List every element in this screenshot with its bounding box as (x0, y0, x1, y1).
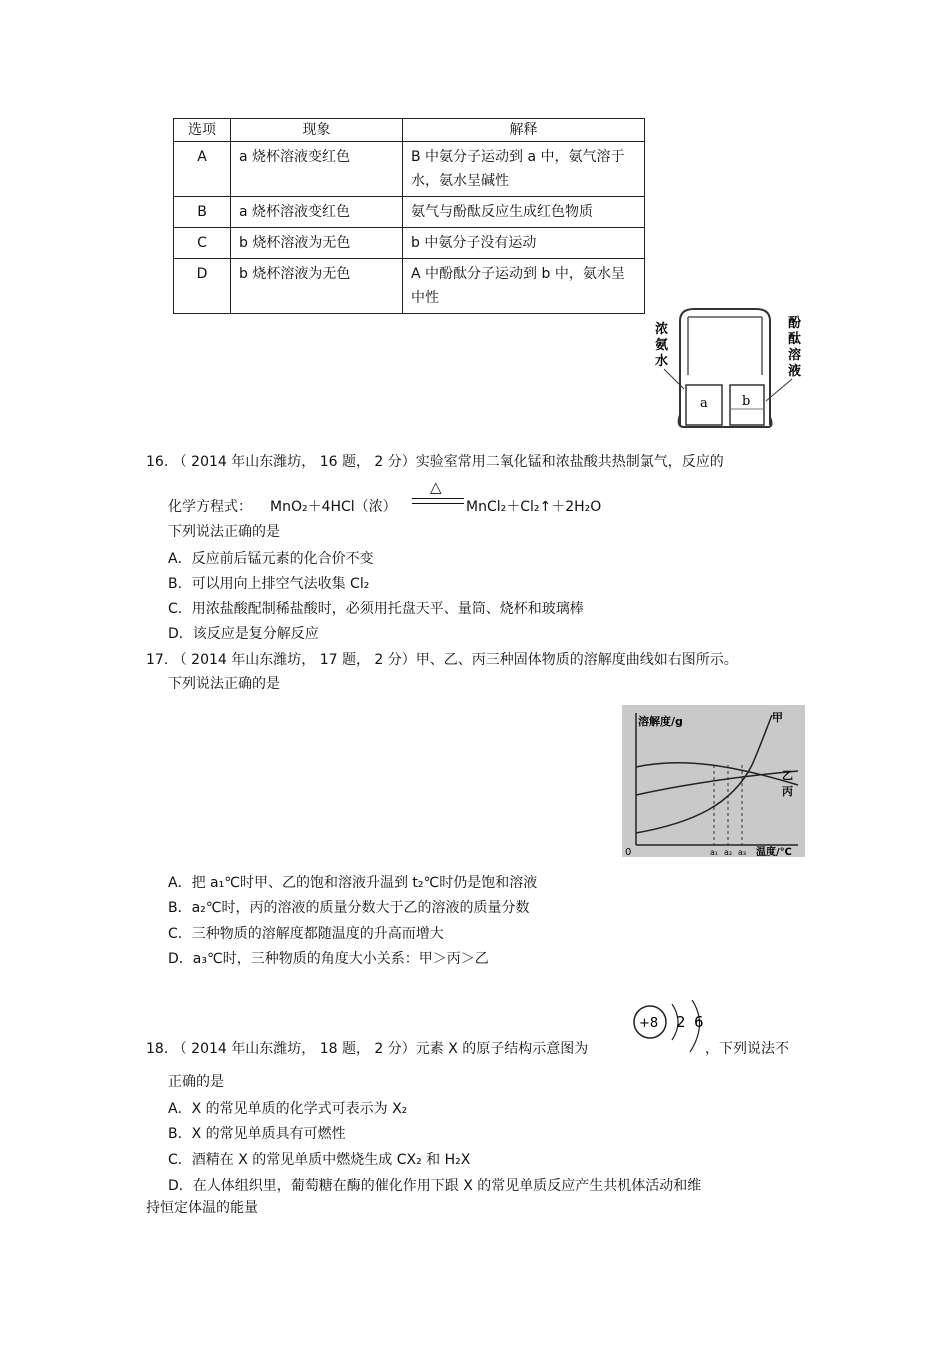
table-cell-option: B (174, 197, 231, 228)
q16-eq-right: MnCl₂＋Cl₂↑＋2H₂O (466, 499, 602, 515)
table-row (174, 259, 645, 314)
right-label-2: 酞 (788, 332, 802, 347)
q16-prompt: 下列说法正确的是 (168, 524, 280, 540)
q18-option-d: D．在人体组织里，葡萄糖在酶的催化作用下跟 X 的常见单质反应产生共机体活动和维 (168, 1178, 702, 1194)
solubility-chart (622, 705, 805, 857)
q17-prompt: 下列说法正确的是 (168, 676, 280, 692)
q18-stem: 18. （ 2014 年山东潍坊， 18 题， 2 分）元素 X 的原子结构示意图为 (146, 1041, 589, 1057)
q18-option-d-cont: 持恒定体温的能量 (146, 1200, 258, 1216)
table-header: 选项 (174, 119, 231, 142)
table-row (174, 142, 645, 197)
chart-ylabel: 溶解度/g (638, 715, 683, 728)
table-cell-explanation: A 中酚酞分子运动到 b 中，氨水呈中性 (403, 259, 645, 314)
table-header: 解释 (403, 119, 645, 142)
q17-option-a: A．把 a₁℃时甲、乙的饱和溶液升温到 t₂℃时仍是饱和溶液 (168, 875, 538, 891)
options-table (173, 118, 645, 314)
ammonia-diffusion-apparatus (650, 305, 810, 435)
q17-stem: 17. （ 2014 年山东潍坊， 17 题， 2 分）甲、乙、丙三种固体物质的溶解度曲线如右图所示。 (146, 652, 738, 668)
q16-option-c: C．用浓盐酸配制稀盐酸时，必须用托盘天平、量筒、烧杯和玻璃棒 (168, 601, 584, 617)
q18-stem-cont: 正确的是 (168, 1074, 224, 1090)
series-label-yi: 乙 (782, 769, 793, 782)
atom-shell-1: 2 (676, 1013, 686, 1031)
q17-option-d: D．a₃℃时，三种物质的角度大小关系：甲＞丙＞乙 (168, 951, 489, 967)
q17-option-c: C．三种物质的溶解度都随温度的升高而增大 (168, 926, 444, 942)
right-label-4: 液 (788, 364, 802, 379)
right-label-3: 溶 (788, 348, 802, 363)
chart-origin: 0 (625, 847, 632, 857)
q16-stem: 16. （ 2014 年山东潍坊， 16 题， 2 分）实验室常用二氧化锰和浓盐酸共热制氯气，反应的 (146, 454, 724, 470)
q18-option-c: C．酒精在 X 的常见单质中燃烧生成 CX₂ 和 H₂X (168, 1152, 471, 1168)
table-cell-phenomenon: a 烧杯溶液变红色 (231, 142, 403, 197)
q16-option-d: D．该反应是复分解反应 (168, 626, 319, 642)
chart-x-tick-label: a₁ (710, 848, 719, 857)
q16-eq-prefix: 化学方程式： (168, 499, 252, 515)
q17-option-b: B．a₂℃时，丙的溶液的质量分数大于乙的溶液的质量分数 (168, 900, 530, 916)
table-cell-explanation: b 中氨分子没有运动 (403, 228, 645, 259)
q18-option-b: B．X 的常见单质具有可燃性 (168, 1126, 346, 1142)
table-cell-explanation: B 中氨分子运动到 a 中，氨气溶于水，氨水呈碱性 (403, 142, 645, 197)
q16-eq-sign (412, 498, 464, 504)
table-cell-option: A (174, 142, 231, 197)
table-cell-explanation: 氨气与酚酞反应生成红色物质 (403, 197, 645, 228)
table-row (174, 228, 645, 259)
table-cell-phenomenon: a 烧杯溶液变红色 (231, 197, 403, 228)
table-row (174, 197, 645, 228)
series-label-jia: 甲 (772, 711, 783, 724)
table-header: 现象 (231, 119, 403, 142)
q16-eq-left: MnO₂＋4HCl（浓） (270, 499, 397, 515)
chart-x-tick-label: a₂ (724, 848, 733, 857)
table-cell-option: D (174, 259, 231, 314)
q18-stem-tail: ，下列说法不 (705, 1041, 789, 1057)
series-label-bing: 丙 (782, 785, 793, 798)
table-cell-phenomenon: b 烧杯溶液为无色 (231, 228, 403, 259)
left-label-1: 浓 (655, 322, 669, 337)
chart-x-tick-label: a₃ (738, 848, 747, 857)
right-label-1: 酚 (788, 316, 802, 331)
q16-option-a: A．反应前后锰元素的化合价不变 (168, 551, 374, 567)
q16-option-b: B．可以用向上排空气法收集 Cl₂ (168, 576, 370, 592)
beaker-b-label: b (742, 394, 751, 409)
left-label-3: 水 (655, 354, 669, 369)
atom-shell-2: 6 (694, 1013, 704, 1031)
left-label-2: 氨 (655, 338, 669, 353)
table-header-row (174, 119, 645, 142)
q16-eq-condition: △ (430, 478, 442, 496)
beaker-a-label: a (700, 396, 708, 411)
chart-xlabel: 温度/℃ (756, 847, 792, 857)
table-cell-phenomenon: b 烧杯溶液为无色 (231, 259, 403, 314)
q18-option-a: A．X 的常见单质的化学式可表示为 X₂ (168, 1101, 408, 1117)
atom-nucleus: +8 (639, 1016, 659, 1031)
table-cell-option: C (174, 228, 231, 259)
